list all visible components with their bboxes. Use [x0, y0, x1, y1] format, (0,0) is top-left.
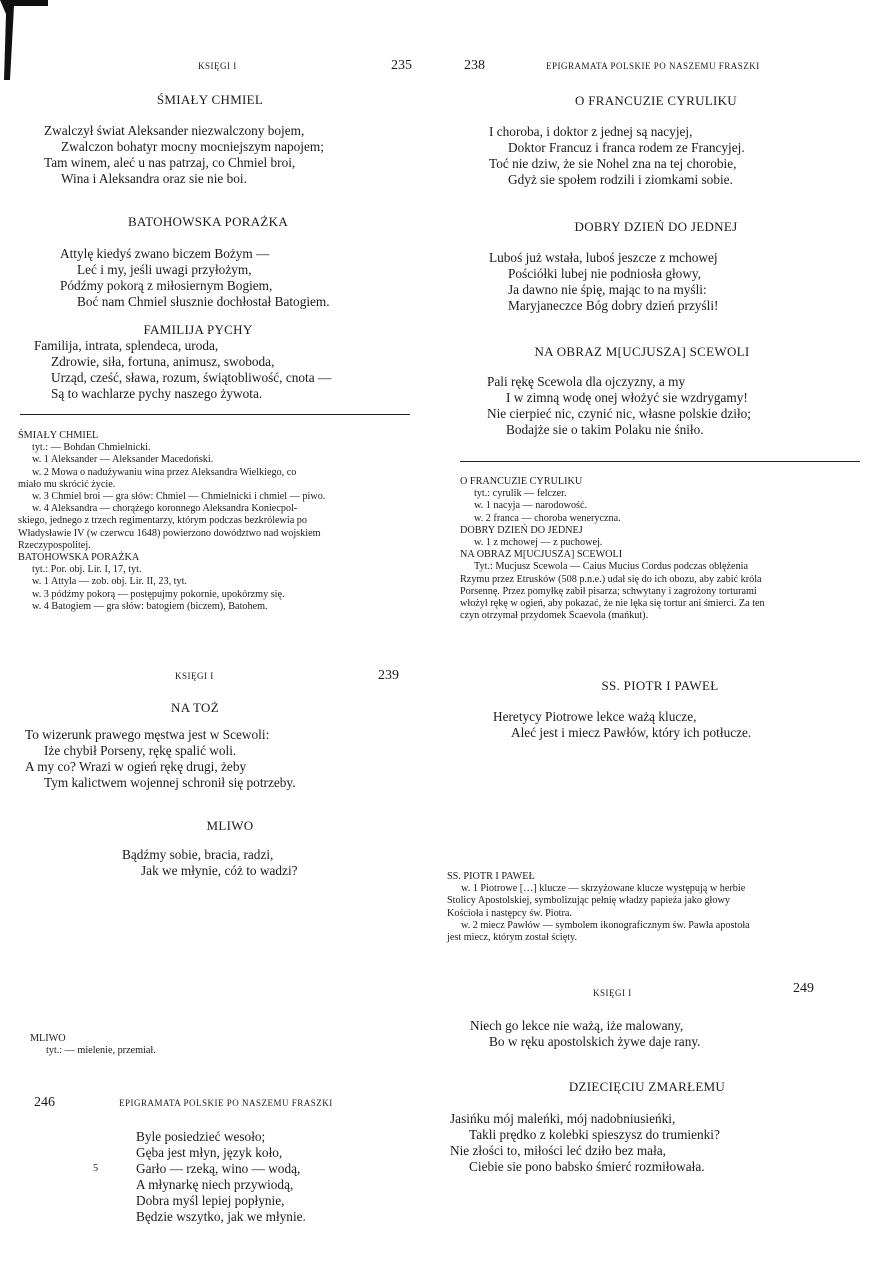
poem-line: Są to wachlarze pychy naszego żywota.: [51, 386, 263, 401]
poem-line: Nie cierpieć nic, czynić nic, własne polskie dziło;: [487, 406, 751, 421]
poem-title: O FRANCUZIE CYRULIKU: [575, 93, 737, 108]
poem-line: Jasińku mój maleńki, mój nadobniusieńki,: [450, 1111, 676, 1126]
poem-line: Boć nam Chmiel słusznie dochłostał Batogiem.: [77, 294, 330, 309]
poem-line: Zwalczył świat Aleksander niezwalczony bojem,: [44, 123, 305, 138]
note-line: w. 1 Piotrowe […] klucze — skrzyżowane klucze występują w herbie: [461, 883, 746, 895]
poem-line: Pościółki lubej nie podniosła głowy,: [508, 266, 702, 281]
footnotes: [18, 430, 325, 613]
poem-line: Ciebie sie pono babsko śmierć rozmiłowała.: [469, 1159, 705, 1174]
note-line: tyt.: cyrulik — felczer.: [474, 488, 567, 500]
note-line: Rzeczypospolitej.: [18, 539, 91, 551]
note-heading: ŚMIAŁY CHMIEL: [18, 430, 99, 441]
poem-title: DZIECIĘCIU ZMARŁEMU: [568, 1079, 726, 1094]
poem-line: A młynarkę niech przywiodą,: [136, 1177, 294, 1192]
poem-title: NA TOŻ: [171, 700, 219, 715]
poem-title: BATOHOWSKA PORAŻKA: [127, 214, 289, 229]
note-line: tyt.: — Bohdan Chmielnicki.: [32, 442, 151, 454]
page-number: 246: [34, 1095, 55, 1110]
margin-mark: 5: [93, 1163, 99, 1174]
poem-line: Urząd, cześć, sława, rozum, świątobliwość, cnota —: [51, 370, 332, 385]
footnotes: [447, 871, 750, 944]
note-line: w. 3 pódźmy pokorą — postępujmy pokornie, upokórzmy się.: [32, 588, 285, 600]
note-line: tyt.: — mielenie, przemiał.: [46, 1045, 156, 1057]
poem-line: Pali rękę Scewola dla ojczyzny, a my: [487, 374, 686, 389]
poem-line: I choroba, i doktor z jednej są nacyjej,: [489, 124, 693, 139]
poem-line: Attylę kiedyś zwano biczem Bożym —: [60, 246, 270, 261]
note-line: skiego, jednego z trzech regimentarzy, którym podczas bezkrólewia po: [18, 515, 307, 527]
running-head: KSIĘGI I: [593, 988, 632, 998]
footnotes: [30, 1033, 156, 1057]
poem-title: FAMILIJA PYCHY: [143, 322, 253, 337]
poem-line: Garło — rzeką, wino — wodą,: [136, 1161, 301, 1176]
note-line: w. 1 nacyja — narodowość.: [474, 500, 588, 512]
note-line: miało mu skrócić życie.: [18, 478, 116, 490]
note-heading: SS. PIOTR I PAWEŁ: [447, 871, 535, 882]
poem-line: A my co? Wrazi w ogień rękę drugi, żeby: [25, 759, 247, 774]
page-number: 249: [793, 981, 814, 996]
note-line: Rzymu przez Etrusków (508 p.n.e.) udał się do ich obozu, aby zabić króla: [460, 573, 762, 585]
crop-mark: [0, 0, 48, 80]
note-line: w. 1 z mchowej — z puchowej.: [474, 537, 603, 549]
poem-line: Toć nie dziw, że sie Nohel zna na tej chorobie,: [489, 156, 737, 171]
note-line: czyn otrzymał przydomek Scaevola (mańkut).: [460, 610, 649, 622]
poem-line: Aleć jest i miecz Pawłów, który ich potłucze.: [511, 725, 752, 740]
note-line: w. 3 Chmiel broi — gra słów: Chmiel — Chmielnicki i chmiel — piwo.: [32, 491, 326, 503]
poem-line: Gdyż sie społem rodzili i ziomkami sobie.: [508, 172, 733, 187]
footnote-rule: [20, 414, 410, 415]
poem-line: Takli prędko z kolebki spieszysz do trumienki?: [469, 1127, 720, 1142]
running-head: EPIGRAMATA POLSKIE PO NASZEMU FRASZKI: [119, 1098, 333, 1108]
poem-title: DOBRY DZIEŃ DO JEDNEJ: [574, 219, 738, 234]
footnote-rule: [460, 461, 860, 462]
poem-line: Iże chybił Porseny, rękę spalić woli.: [44, 743, 237, 758]
footnotes: [460, 476, 765, 622]
running-head: KSIĘGI I: [175, 671, 214, 681]
poem-line: Tam winem, aleć u nas patrzaj, co Chmiel broi,: [44, 155, 296, 170]
poem-line: Maryjaneczce Bóg dobry dzień przyśli!: [508, 298, 719, 313]
running-head: KSIĘGI I: [198, 61, 237, 71]
poem-title: SS. PIOTR I PAWEŁ: [601, 678, 719, 693]
note-line: w. 4 Batogiem — gra słów: batogiem (biczem), Batohem.: [32, 600, 268, 612]
note-heading: BATOHOWSKA PORAŻKA: [18, 552, 140, 564]
poem-line: I w zimną wodę onej włożyć sie wzdrygamy!: [506, 390, 748, 405]
note-line: Kościoła i następcy św. Piotra.: [447, 907, 572, 919]
poem-line: Heretycy Piotrowe lekce ważą klucze,: [493, 709, 697, 724]
note-heading: MLIWO: [30, 1033, 66, 1044]
poem-line: Bodajże sie o takim Polaku nie śniło.: [506, 422, 704, 437]
poem-line: Ja dawno nie śpię, mając to na myśli:: [508, 282, 707, 297]
note-line: tyt.: Por. obj. Lir. I, 17, tyt.: [32, 564, 142, 576]
note-line: w. 2 Mowa o nadużywaniu wina przez Aleksandra Wielkiego, co: [32, 466, 297, 478]
note-line: Władysławie IV (w czerwcu 1648) powierzono dowództwo nad wojskiem: [18, 527, 321, 539]
page-number: 239: [378, 668, 399, 683]
poem-title: MLIWO: [206, 818, 254, 833]
poem-line: Tym kalictwem wojennej schronił się potrzeby.: [44, 775, 296, 790]
poem-line: Będzie wszytko, jak we młynie.: [136, 1209, 306, 1224]
poem-line: Pódźmy pokorą z miłosiernym Bogiem,: [60, 278, 273, 293]
poem-line: Jak we młynie, cóż to wadzi?: [141, 863, 298, 878]
poem-line: Familija, intrata, splendeca, uroda,: [34, 338, 219, 353]
note-line: w. 2 miecz Pawłów — symbolem ikonograficznym św. Pawła apostoła: [461, 919, 750, 931]
page-number: 238: [464, 58, 485, 73]
note-line: Porsennę. Przez pomyłkę zabił pisarza; schwytany i zagrożony torturami: [460, 585, 757, 597]
poem-line: Zdrowie, siła, fortuna, animusz, swoboda,: [51, 354, 275, 369]
poem-title: ŚMIAŁY CHMIEL: [156, 92, 264, 107]
note-line: Stolicy Apostolskiej, symbolizując pełnię władzy papieża jako głowy: [447, 895, 730, 907]
note-line: w. 2 franca — choroba weneryczna.: [474, 512, 621, 524]
note-line: w. 4 Aleksandra — chorążego koronnego Aleksandra Koniecpol-: [32, 503, 298, 515]
poem-line: Byle posiedzieć wesoło;: [136, 1129, 266, 1144]
poem-line: Leć i my, jeśli uwagi przyłożym,: [77, 262, 252, 277]
note-heading: NA OBRAZ M[UCJUSZA] SCEWOLI: [460, 549, 623, 561]
poem-line: Bądźmy sobie, bracia, radzi,: [122, 847, 274, 862]
note-line: w. 1 Aleksander — Aleksander Macedoński.: [32, 454, 214, 466]
poem-line: Nie złości to, miłości leć dziło bez mała,: [450, 1143, 667, 1158]
running-head: EPIGRAMATA POLSKIE PO NASZEMU FRASZKI: [546, 61, 760, 71]
note-line: w. 1 Attyla — zob. obj. Lir. II, 23, tyt.: [32, 576, 187, 588]
poem-line: Niech go lekce nie ważą, iże malowany,: [470, 1018, 684, 1033]
poem-line: Luboś już wstała, luboś jeszcze z mchowej: [489, 250, 718, 265]
poem-line: Dobra myśl lepiej popłynie,: [136, 1193, 285, 1208]
poem-line: Bo w ręku apostolskich żywe daje rany.: [489, 1034, 701, 1049]
poem-line: Wina i Aleksandra oraz sie nie boi.: [61, 171, 247, 186]
poem-line: Gęba jest młyn, język koło,: [136, 1145, 283, 1160]
note-line: włożył rękę w ogień, aby pokazać, że nie lęka się tortur ani śmierci. Za ten: [460, 598, 765, 610]
note-line: jest miecz, którym został ścięty.: [447, 932, 578, 944]
poem-line: To wizerunk prawego męstwa jest w Scewoli:: [25, 727, 270, 742]
poem-line: Zwalczon bohatyr mocny mocniejszym napojem;: [61, 139, 324, 154]
note-heading: DOBRY DZIEŃ DO JEDNEJ: [460, 524, 583, 536]
page-number: 235: [391, 58, 412, 73]
note-line: Tyt.: Mucjusz Scewola — Caius Mucius Cordus podczas oblężenia: [474, 561, 749, 573]
poem-line: Doktor Francuz i franca rodem ze Francyjej.: [508, 140, 745, 155]
poem-title: NA OBRAZ M[UCJUSZA] SCEWOLI: [534, 344, 750, 359]
note-heading: O FRANCUZIE CYRULIKU: [460, 476, 583, 487]
